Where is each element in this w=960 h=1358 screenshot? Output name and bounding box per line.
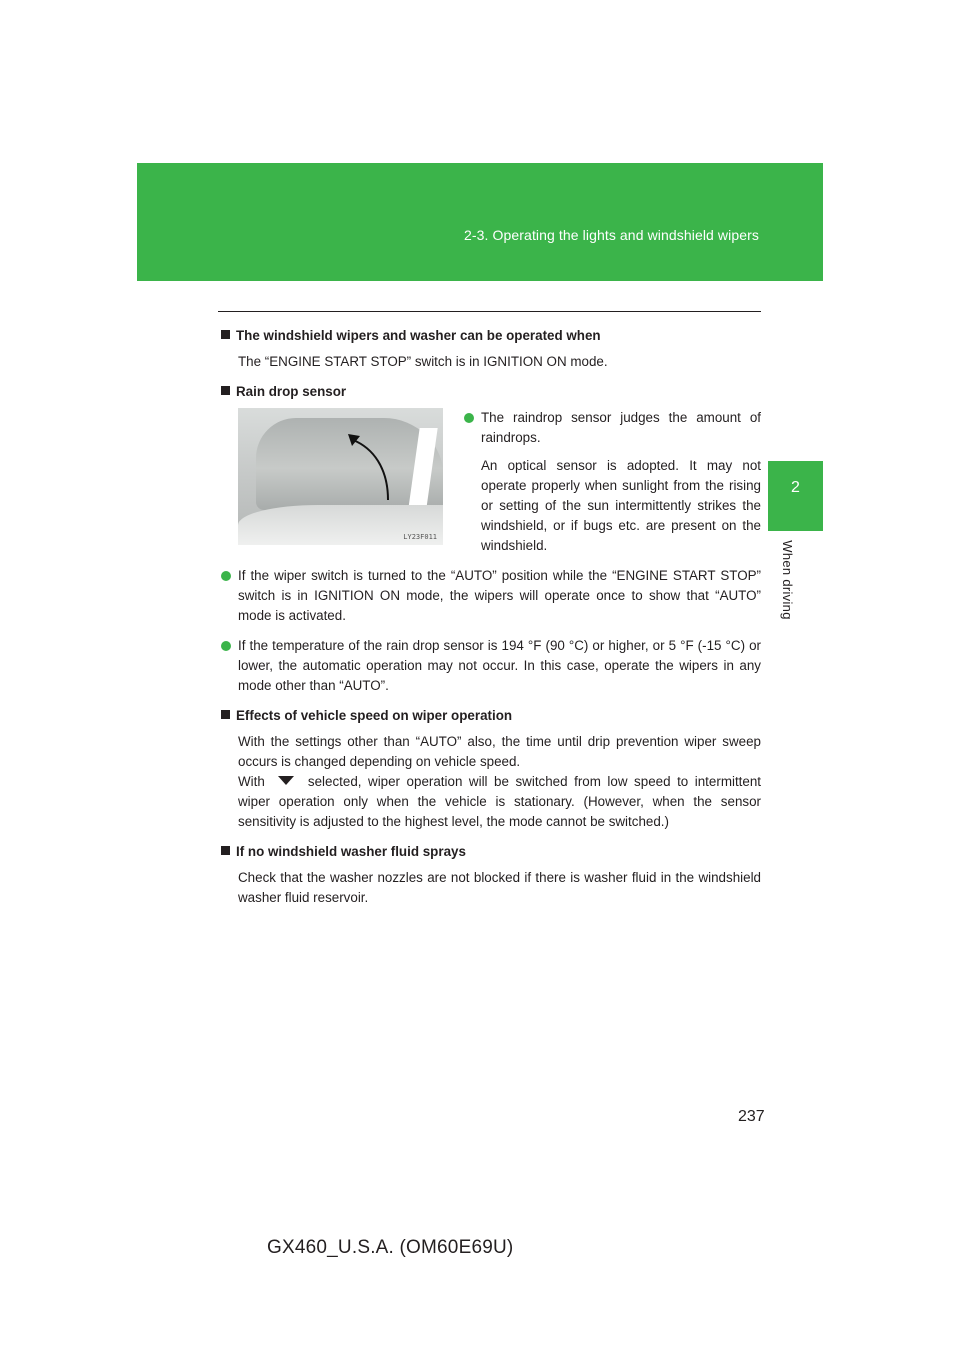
list-item: If the temperature of the rain drop sensor is 194 °F (90 °C) or higher, or 5 °F (-15 °C) or lower, the automatic operation may not occur. In this case, operate the wipers in any mode other than “AUTO”. (221, 636, 761, 696)
windshield-sensor-photo (238, 408, 443, 545)
section-header-band (137, 163, 823, 281)
chapter-label: When driving (780, 540, 795, 620)
page-content (221, 326, 761, 918)
square-bullet-icon (221, 710, 230, 719)
rain-sensor-figure (238, 408, 761, 556)
document-code: GX460_U.S.A. (OM60E69U) (267, 1237, 514, 1258)
bullet-dot-icon (464, 413, 474, 423)
rain-sensor-description (464, 408, 761, 556)
heading-rain-sensor: Rain drop sensor (221, 382, 761, 402)
triangle-down-icon (271, 774, 301, 788)
curved-arrow-icon (238, 408, 443, 545)
chapter-number: 2 (791, 479, 800, 496)
page-number: 237 (738, 1108, 765, 1125)
image-code: LY23F011 (403, 533, 437, 541)
heading-no-fluid: If no windshield washer fluid sprays (221, 842, 761, 862)
list-item: If the wiper switch is turned to the “AUTO” position while the “ENGINE START STOP” switch is in IGNITION ON mode, the wipers will operate once to show that “AUTO” mode is activated. (221, 566, 761, 626)
optical-sensor-text: An optical sensor is adopted. It may not operate properly when sunlight from the rising or setting of the sun intermittently strikes the windshield, or if bugs etc. are present on the windshield. (481, 458, 761, 553)
heading-speed-effects: Effects of vehicle speed on wiper operation (221, 706, 761, 726)
no-fluid-text: Check that the washer nozzles are not blocked if there is washer fluid in the windshield washer fluid reservoir. (238, 870, 761, 905)
operated-when-text: The “ENGINE START STOP” switch is in IGNITION ON mode. (238, 354, 608, 369)
heading-operated-when: The windshield wipers and washer can be operated when (221, 326, 761, 346)
speed-effects-text: With the settings other than “AUTO” also, the time until drip prevention wiper sweep occurs is changed depending on vehicle speed. (238, 734, 761, 769)
list-item: The raindrop sensor judges the amount of raindrops. (464, 408, 761, 448)
bullet-dot-icon (221, 641, 231, 651)
chapter-tab (768, 461, 823, 531)
speed-effects-text-2: With selected, wiper operation will be switched from low speed to intermittent wiper operation only when the vehicle is stationary. (However, when the sensor sensitivity is adjusted to the highest level, the mode cannot be switched.) (238, 774, 761, 829)
divider-rule (218, 311, 761, 312)
square-bullet-icon (221, 846, 230, 855)
bullet-dot-icon (221, 571, 231, 581)
square-bullet-icon (221, 330, 230, 339)
section-title: 2-3. Operating the lights and windshield wipers (464, 227, 759, 243)
square-bullet-icon (221, 386, 230, 395)
